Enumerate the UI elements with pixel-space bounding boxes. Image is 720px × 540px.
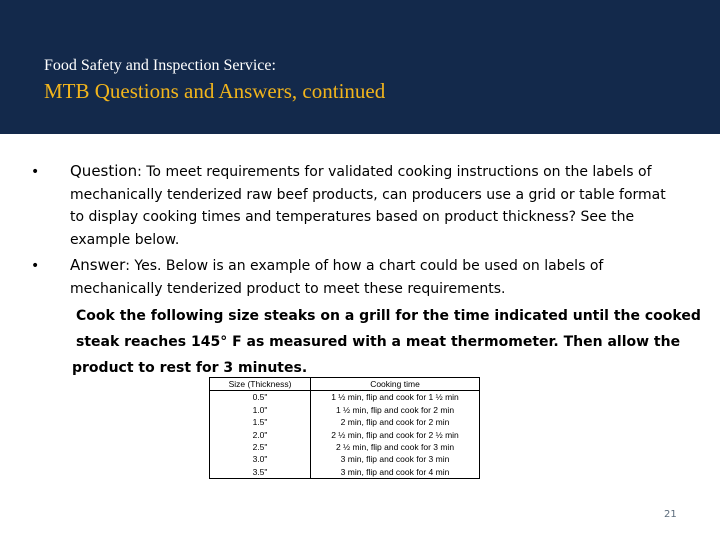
question-paragraph — [70, 160, 675, 251]
table-row — [210, 429, 480, 441]
instruction-line: product to rest for 3 minutes. — [72, 360, 308, 376]
instruction-line: steak reaches 145° F as measured with a meat thermometer. Then allow the — [76, 334, 681, 350]
cooking-instructions — [72, 303, 701, 381]
title-banner — [0, 0, 720, 134]
answer-lead: Answer — [70, 256, 126, 274]
question-text: : To meet requirements for validated cooking instructions on the labels of mechanically tenderized raw beef products, can producers use a grid or table format to display cooking times and temperatures based on product thickness? See the example below. — [70, 164, 666, 248]
table-header-row — [210, 378, 480, 391]
cooking-time-cell: 3 min, flip and cook for 4 min — [311, 466, 480, 479]
answer-paragraph — [70, 254, 670, 300]
column-header-size: Size (Thickness) — [210, 378, 311, 391]
size-cell: 0.5" — [210, 391, 311, 404]
page-number: 21 — [664, 509, 677, 520]
slide-title: MTB Questions and Answers, continued — [44, 79, 386, 103]
size-cell: 3.5" — [210, 466, 311, 479]
answer-text: : Yes. Below is an example of how a chart could be used on labels of mechanically tenderized product to meet these requirements. — [70, 258, 604, 297]
cooking-time-cell: 2 min, flip and cook for 2 min — [311, 416, 480, 428]
size-cell: 3.0" — [210, 453, 311, 465]
size-cell: 1.0" — [210, 404, 311, 416]
size-cell: 1.5" — [210, 416, 311, 428]
cooking-time-cell: 1 ½ min, flip and cook for 1 ½ min — [311, 391, 480, 404]
column-header-cooking-time: Cooking time — [311, 378, 480, 391]
cooking-time-cell: 3 min, flip and cook for 3 min — [311, 453, 480, 465]
instruction-line: Cook the following size steaks on a grill for the time indicated until the cooked — [76, 308, 701, 324]
size-cell: 2.0" — [210, 429, 311, 441]
table-row — [210, 466, 480, 479]
table-row — [210, 453, 480, 465]
cooking-time-cell: 1 ½ min, flip and cook for 2 min — [311, 404, 480, 416]
cooking-time-cell: 2 ½ min, flip and cook for 2 ½ min — [311, 429, 480, 441]
bullet-icon: • — [31, 164, 40, 180]
cooking-time-table — [209, 377, 480, 479]
slide-subtitle: Food Safety and Inspection Service: — [44, 57, 276, 74]
table-row — [210, 391, 480, 404]
table-row — [210, 416, 480, 428]
size-cell: 2.5" — [210, 441, 311, 453]
table-row — [210, 441, 480, 453]
table-row — [210, 404, 480, 416]
question-lead: Question — [70, 162, 138, 180]
cooking-time-cell: 2 ½ min, flip and cook for 3 min — [311, 441, 480, 453]
bullet-icon: • — [31, 258, 40, 274]
